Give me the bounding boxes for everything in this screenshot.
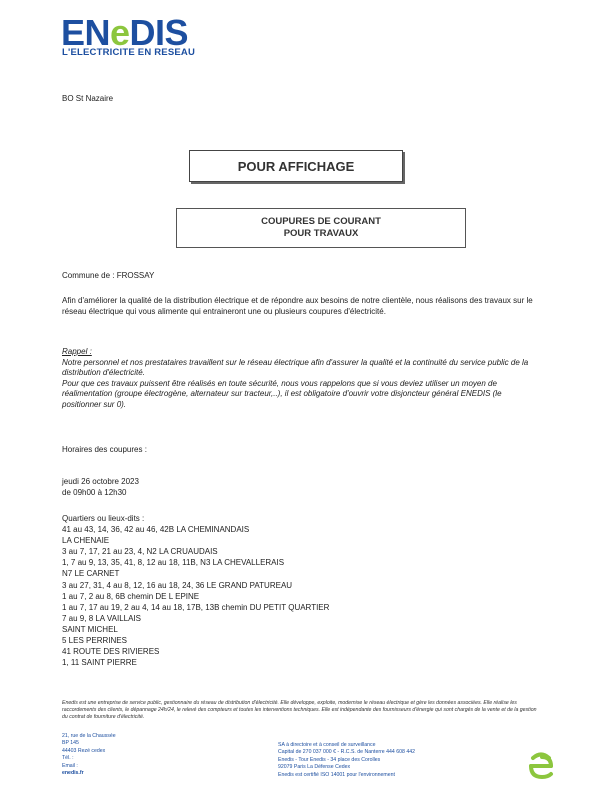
- list-item: 1, 7 au 9, 13, 35, 41, 8, 12 au 18, 11B, N3 LA CHEVALLERAIS: [62, 558, 285, 568]
- rappel-paragraph-2: Pour que ces travaux puissent être réalisés en toute sécurité, nous vous rappelons que si vous deviez utiliser un moyen de réalimentation (groupe électrogène, alternateur sur tracteur,..), il est obligatoire d'ouvrir votre disjoncteur général ENEDIS (le positionner sur 0).: [62, 378, 502, 409]
- subject-line-1: COUPURES DE COURANT: [261, 216, 381, 227]
- pour-affichage-title: POUR AFFICHAGE: [237, 158, 355, 174]
- horaires-label: Horaires des coupures :: [62, 445, 147, 454]
- logo-tagline: L'ELECTRICITE EN RESEAU: [62, 47, 196, 58]
- footer-info-line: Enedis est certifié ISO 14001 pour l'environnement: [278, 771, 395, 778]
- footer-email: Email :: [62, 762, 78, 769]
- intro-paragraph: Afin d'améliorer la qualité de la distribution électrique et de répondre aux besoins de notre clientèle, nous réalisons des travaux sur le réseau électrique qui vous alimente qui entraineront une ou plusieurs coupures d'électricité.: [62, 296, 533, 316]
- list-item: 41 au 43, 14, 36, 42 au 46, 42B LA CHEMINANDAIS: [62, 525, 250, 535]
- logo-part2: e: [110, 12, 130, 53]
- enedis-e-mark-icon: [527, 750, 555, 782]
- list-item: 3 au 7, 17, 21 au 23, 4, N2 LA CRUAUDAIS: [62, 547, 218, 557]
- footer-info-line: SA à directoire et à conseil de surveillance: [278, 742, 376, 748]
- footer-phone: Tél. :: [62, 755, 74, 762]
- footer-website-link[interactable]: enedis.fr: [62, 770, 84, 777]
- footer-info-line: 92079 Paris La Défense Cedex: [278, 764, 351, 771]
- rappel-block: [62, 347, 540, 410]
- list-item: LA CHENAIE: [62, 536, 110, 546]
- footer-address: [62, 733, 116, 777]
- commune-line: Commune de : FROSSAY: [62, 271, 155, 280]
- logo-part1: EN: [61, 12, 111, 53]
- outage-time: de 09h00 à 12h30: [62, 487, 127, 497]
- footer-address-line: 44403 Rezé cedex: [62, 747, 106, 754]
- quartiers-list: [62, 513, 329, 668]
- list-item: 1 au 7, 17 au 19, 2 au 4, 14 au 18, 17B, 13B chemin DU PETIT QUARTIER: [62, 602, 330, 612]
- footer-info-line: Enedis - Tour Enedis - 34 place des Corolles: [278, 756, 381, 763]
- list-item: 41 ROUTE DES RIVIERES: [62, 647, 160, 657]
- list-item: 3 au 27, 31, 4 au 8, 12, 16 au 18, 24, 36 LE GRAND PATUREAU: [62, 580, 293, 590]
- subject-box: [176, 208, 466, 248]
- outage-date: jeudi 26 octobre 2023: [62, 477, 139, 486]
- date-block: [62, 477, 139, 498]
- footer-company-info: [278, 742, 415, 779]
- rappel-title: Rappel :: [62, 347, 92, 356]
- list-item: N7 LE CARNET: [62, 569, 120, 579]
- subject-line-2: POUR TRAVAUX: [283, 228, 359, 239]
- footer-info-line: Capital de 270 037 000 € - R.C.S. de Nanterre 444 608 442: [278, 749, 415, 756]
- rappel-paragraph-1: Notre personnel et nos prestataires travaillent sur le réseau électrique afin d'assurer la qualité et la continuité du service public de la distribution d'électricité.: [62, 357, 529, 377]
- legal-notice: Enedis est une entreprise de service public, gestionnaire du réseau de distribution d'électricité. Elle développe, exploite, modernise le réseau électrique et gère les données associées. Elle réalise les raccordements des clients, le dépannage 24h/24, le relevé des compteurs et toutes les interventions techniques. Elle est indépendante des fournisseurs d'énergie qui sont chargés de la vente et de la gestion du contrat de fourniture d'électricité.: [62, 700, 537, 720]
- list-item: 7 au 9, 8 LA VAILLAIS: [62, 613, 142, 623]
- list-item: SAINT MICHEL: [62, 624, 118, 634]
- pour-affichage-box: [189, 150, 403, 182]
- sender-office: BO St Nazaire: [62, 94, 114, 103]
- list-item: 5 LES PERRINES: [62, 636, 127, 646]
- list-item: 1 au 7, 2 au 8, 6B chemin DE L EPINE: [62, 591, 200, 601]
- logo-part3: DIS: [129, 12, 189, 53]
- list-item: 1, 11 SAINT PIERRE: [62, 658, 137, 668]
- quartiers-label: Quartiers ou lieux-dits :: [62, 514, 145, 523]
- footer-address-line: 21, rue de la Chaussée: [62, 733, 116, 739]
- footer-address-line: BP 145: [62, 740, 79, 747]
